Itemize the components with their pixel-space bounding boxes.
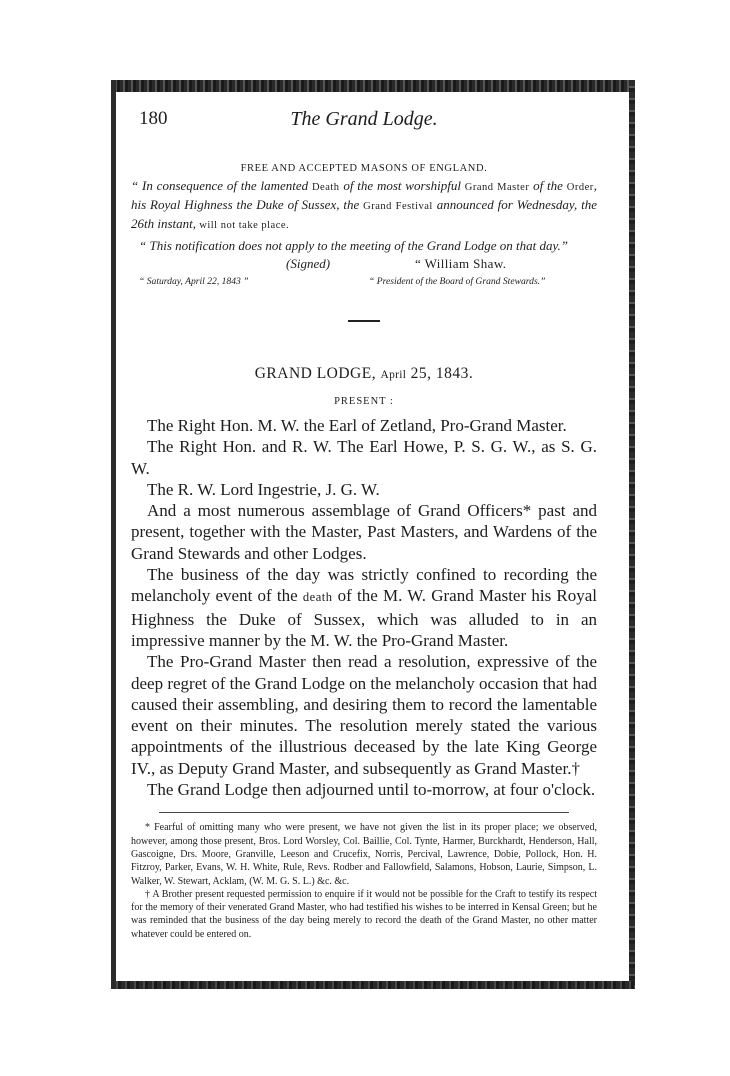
page-number: 180	[139, 108, 168, 129]
meeting-title: GRAND LODGE, April 25, 1843.	[254, 365, 474, 382]
footnote: * Fearful of omitting many who were present, we have not given the list in its proper place; we observed, however, among those present, Bros. Lord Worsley, Col. Baillie, Col. Tynte, Harmer, Burckhardt, Henderson, Hall, Gascoigne, Drs. Moore, Granville, Leeson and Crucefix, Norris, Percival, Lawrence, Dobie, Pollock, Hon. H. Fitzroy, Parker, Evans, W. H. White, Rule, Revs. Rodber and Fallowfield, Salamons, Hobson, Laurie, Simpson, L. Walker, W. Stewart, Acklam, (W. M. G. S. L.) &c. &c.	[131, 822, 597, 887]
footnotes	[131, 821, 597, 941]
notice-paragraph-2: “ This notification does not apply to the meeting of the Grand Lodge on that day.”	[139, 238, 568, 253]
running-title: The Grand Lodge.	[290, 108, 438, 130]
running-header	[131, 100, 597, 132]
attendee-line: The R. W. Lord Ingestrie, J. G. W.	[147, 479, 380, 499]
section-divider	[348, 320, 380, 322]
signed-label: (Signed)	[286, 256, 331, 271]
assemblage-paragraph: And a most numerous assemblage of Grand Officers* past and present, together with the Master, Past Masters, and Wardens of the Grand Stewards and other Lodges.	[131, 501, 597, 563]
book-page	[131, 100, 597, 941]
notice-paragraph-1: “ In consequence of the lamented Death of the most worshipful Grand Master of the Order, his Royal Highness the Duke of Sussex, the Grand Festival announced for Wednesday, the 26th instant, will not take place.	[131, 178, 597, 231]
resolution-paragraph: The Pro-Grand Master then read a resolution, expressive of the deep regret of the Grand Lodge on the melancholy occasion that had caused their assembling, and desiring them to record the lamentable event on their minutes. The resolution merely stated the various appointments of the illustrious deceased by the late King George IV., as Deputy Grand Master, and subsequently as Grand Master.†	[131, 652, 597, 778]
page-border-top	[112, 80, 634, 92]
page-border-bottom	[112, 981, 634, 989]
notice-date: “ Saturday, April 22, 1843 ”	[139, 276, 249, 287]
adjournment-paragraph: The Grand Lodge then adjourned until to-morrow, at four o'clock.	[147, 780, 596, 800]
attendee-line: The Right Hon. M. W. the Earl of Zetland, Pro-Grand Master.	[147, 416, 567, 435]
notice-heading: FREE AND ACCEPTED MASONS OF ENGLAND.	[240, 163, 488, 174]
attendee-line: The Right Hon. and R. W. The Earl Howe, P. S. G. W., as S. G. W.	[131, 437, 597, 478]
signatory-office: “ President of the Board of Grand Stewards.”	[369, 276, 546, 287]
present-label: PRESENT :	[334, 396, 394, 407]
date-office-line	[131, 276, 597, 290]
footnote-rule	[159, 812, 569, 813]
business-paragraph: The business of the day was strictly confined to recording the melancholy event of the death of the M. W. Grand Master his Royal Highness the Duke of Sussex, which was alluded to in an impressive manner by the M. W. the Pro-Grand Master.	[131, 565, 597, 650]
meeting-minutes	[131, 415, 597, 800]
signature-line	[131, 256, 597, 276]
page-border-right	[629, 80, 635, 989]
page-border-left	[111, 80, 116, 989]
signatory-name: “ William Shaw.	[415, 256, 507, 271]
footnote: † A Brother present requested permission to enquire if it would not be possible for the Craft to testify its respect for the memory of their venerated Grand Master, who had testified his wishes to be interred in Kensal Green; but he was reminded that the business of the day being merely to record the death of the Grand Master, no other matter whatever could be entered on.	[131, 888, 597, 940]
